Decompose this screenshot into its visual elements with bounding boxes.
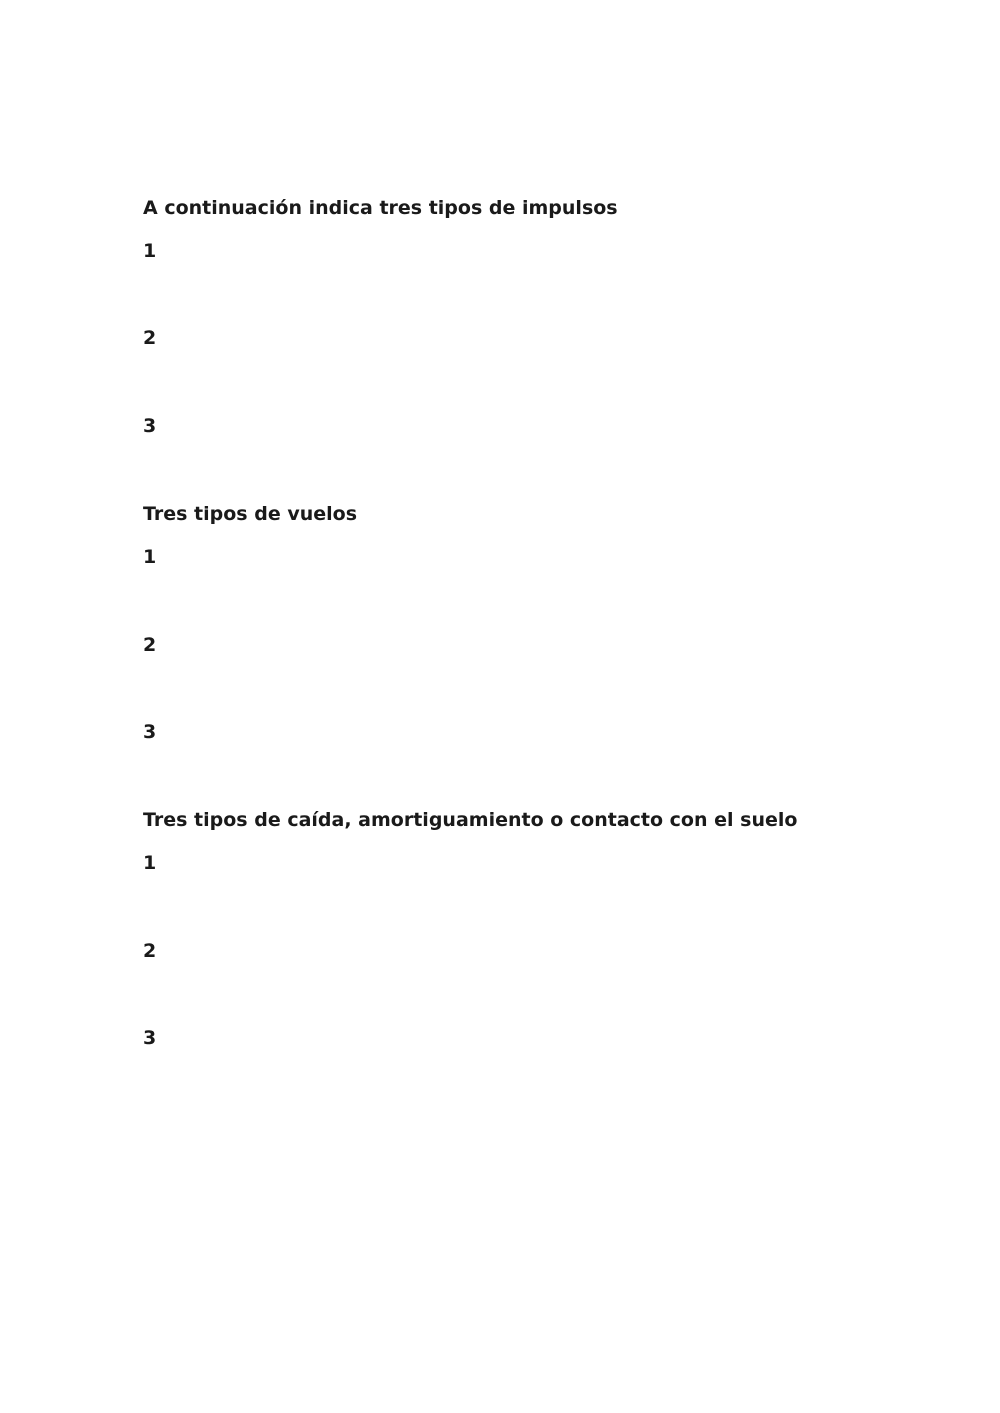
- answer-number-2: 2: [143, 634, 157, 656]
- answer-number-1: 1: [143, 852, 157, 874]
- answer-number-3: 3: [143, 1027, 157, 1049]
- answer-number-2: 2: [143, 327, 157, 349]
- answer-number-2: 2: [143, 940, 157, 962]
- answer-number-3: 3: [143, 721, 157, 743]
- answer-number-1: 1: [143, 240, 157, 262]
- answer-number-1: 1: [143, 546, 157, 568]
- answer-number-3: 3: [143, 415, 157, 437]
- section-heading-landings: Tres tipos de caída, amortiguamiento o contacto con el suelo: [143, 809, 798, 831]
- section-heading-flights: Tres tipos de vuelos: [143, 503, 358, 525]
- section-heading-impulses: A continuación indica tres tipos de impulsos: [143, 197, 618, 219]
